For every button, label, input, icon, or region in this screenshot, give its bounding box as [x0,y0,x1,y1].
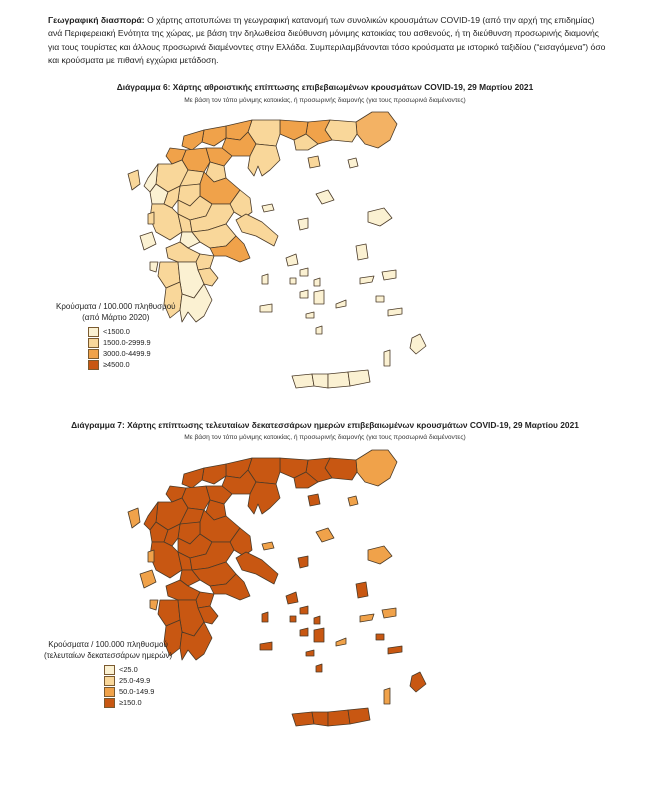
map2-region-irakleio [328,710,350,726]
map2-region-aitoloakarnania [150,542,182,578]
map2-region-rhodes [410,672,426,692]
map2-swatch-1 [104,665,115,675]
map1-legend-title: Κρούσματα / 100.000 πληθυσμού [56,302,176,311]
map2-region-syros [290,616,296,622]
map2-swatch-2 [104,676,115,686]
map1-legend-item: ≥4500.0 [88,360,176,370]
map2-region-evia [236,552,278,584]
map1-title: Διάγραμμα 6: Χάρτης αθροιστικής επίπτωσης επιβεβαιωμένων κρουσμάτων COVID-19, 29 Μαρτίου 2021 [116,82,534,92]
map2-region-thasos [308,494,320,506]
map2-legend-item: 25.0-49.9 [104,676,172,686]
map2-region-naxos [314,628,324,642]
map2-region-mykonos [314,616,320,624]
map2-region-achaia [166,580,200,600]
map2-legend-item: ≥150.0 [104,698,172,708]
map2-region-kefallonia [140,570,156,588]
map2-region-florina [182,468,204,488]
map2-region-kalymnos [376,634,384,640]
map2-legend-item: 50.0-149.9 [104,687,172,697]
map2-region-pella [202,464,226,484]
map2-region-skiros [298,556,308,568]
intro-text: Ο χάρτης αποτυπώνει τη γεωγραφική κατανομή των συνολικών κρουσμάτων COVID-19 (από την αρχή της επιδημίας) ανά Περιφερειακή Ενότητα της χώρας, με βάση την δηλωθείσα διεύθυνση μόνιμης κατοικίας του ασθενούς, ή τη διεύθυνση προσωρινής διαμονής για τους τουρίστες και άλλους προσωρινά διαμένοντες στην Ελλάδα. Συμπεριλαμβάνονται τόσο κρούσματα με ιστορικό ταξιδίου (“εισαγόμενα”) όσο και κρούσματα με πιθανή εγχώρια μετάδοση. [48,15,606,65]
map2-region-ios [306,650,314,656]
map2-region-rethymno [312,712,328,726]
map2-region-amorgos [336,638,346,646]
map2-region-chania [292,712,314,726]
map2-subtitle: Με βάση τον τόπο μόνιμης κατοικίας, ή προσωρινής διαμονής (για τους προσωρινά διαμένοντες) [184,434,466,441]
map2-region-chios [356,582,368,598]
map2-legend-title: Κρούσματα / 100.000 πληθυσμού [48,640,168,649]
map2-region-ikaria [360,614,374,622]
map2-region-santorini [316,664,322,672]
map2-legend-subtitle: (τελευταίων δεκατεσσάρων ημερών) [44,650,173,660]
map2-region-kea [262,612,268,622]
map2-region-samothraki [348,496,358,506]
map2-title: Διάγραμμα 7: Χάρτης επίπτωσης τελευταίων δεκατεσσάρων ημερών επιβεβαιωμένων κρουσμάτων COVID-19, 29 Μαρτίου 2021 [71,420,579,430]
map2-region-lefkada [148,550,154,562]
map2-region-karpathos [384,688,390,704]
map2-legend-item: <25.0 [104,665,172,675]
map2-region-lasithi [348,708,370,724]
map2-swatch-4 [104,698,115,708]
map1-subtitle: Με βάση τον τόπο μόνιμης κατοικίας, ή προσωρινής διαμονής (για τους προσωρινά διαμένοντες) [184,97,466,104]
map2-region-limnos [316,528,334,542]
map1-legend-item: 3000.0-4499.9 [88,349,176,359]
intro-label: Γεωγραφική διασπορά: [48,15,145,25]
map2-region-kerkyra [128,508,140,528]
map2-swatch-3 [104,687,115,697]
map2-region-andros [286,592,298,604]
map2-region-evros [356,450,397,486]
map2-region-samos [382,608,396,618]
map2-region-korinthia [196,592,214,608]
map2-region-kos [388,646,402,654]
map2-region-tinos [300,606,308,614]
map1-legend-item: 1500.0-2999.9 [88,338,176,348]
map2-region-sporades [262,542,274,550]
map1-legend-item: <1500.0 [88,327,176,337]
map2-region-milos [260,642,272,650]
map2-legend [44,640,172,708]
map1-legend-subtitle: (από Μάρτιο 2020) [82,312,150,322]
map2-region-lesvos [368,546,392,564]
map2-region-zakynthos [150,600,158,610]
map2-region-paros [300,628,308,636]
